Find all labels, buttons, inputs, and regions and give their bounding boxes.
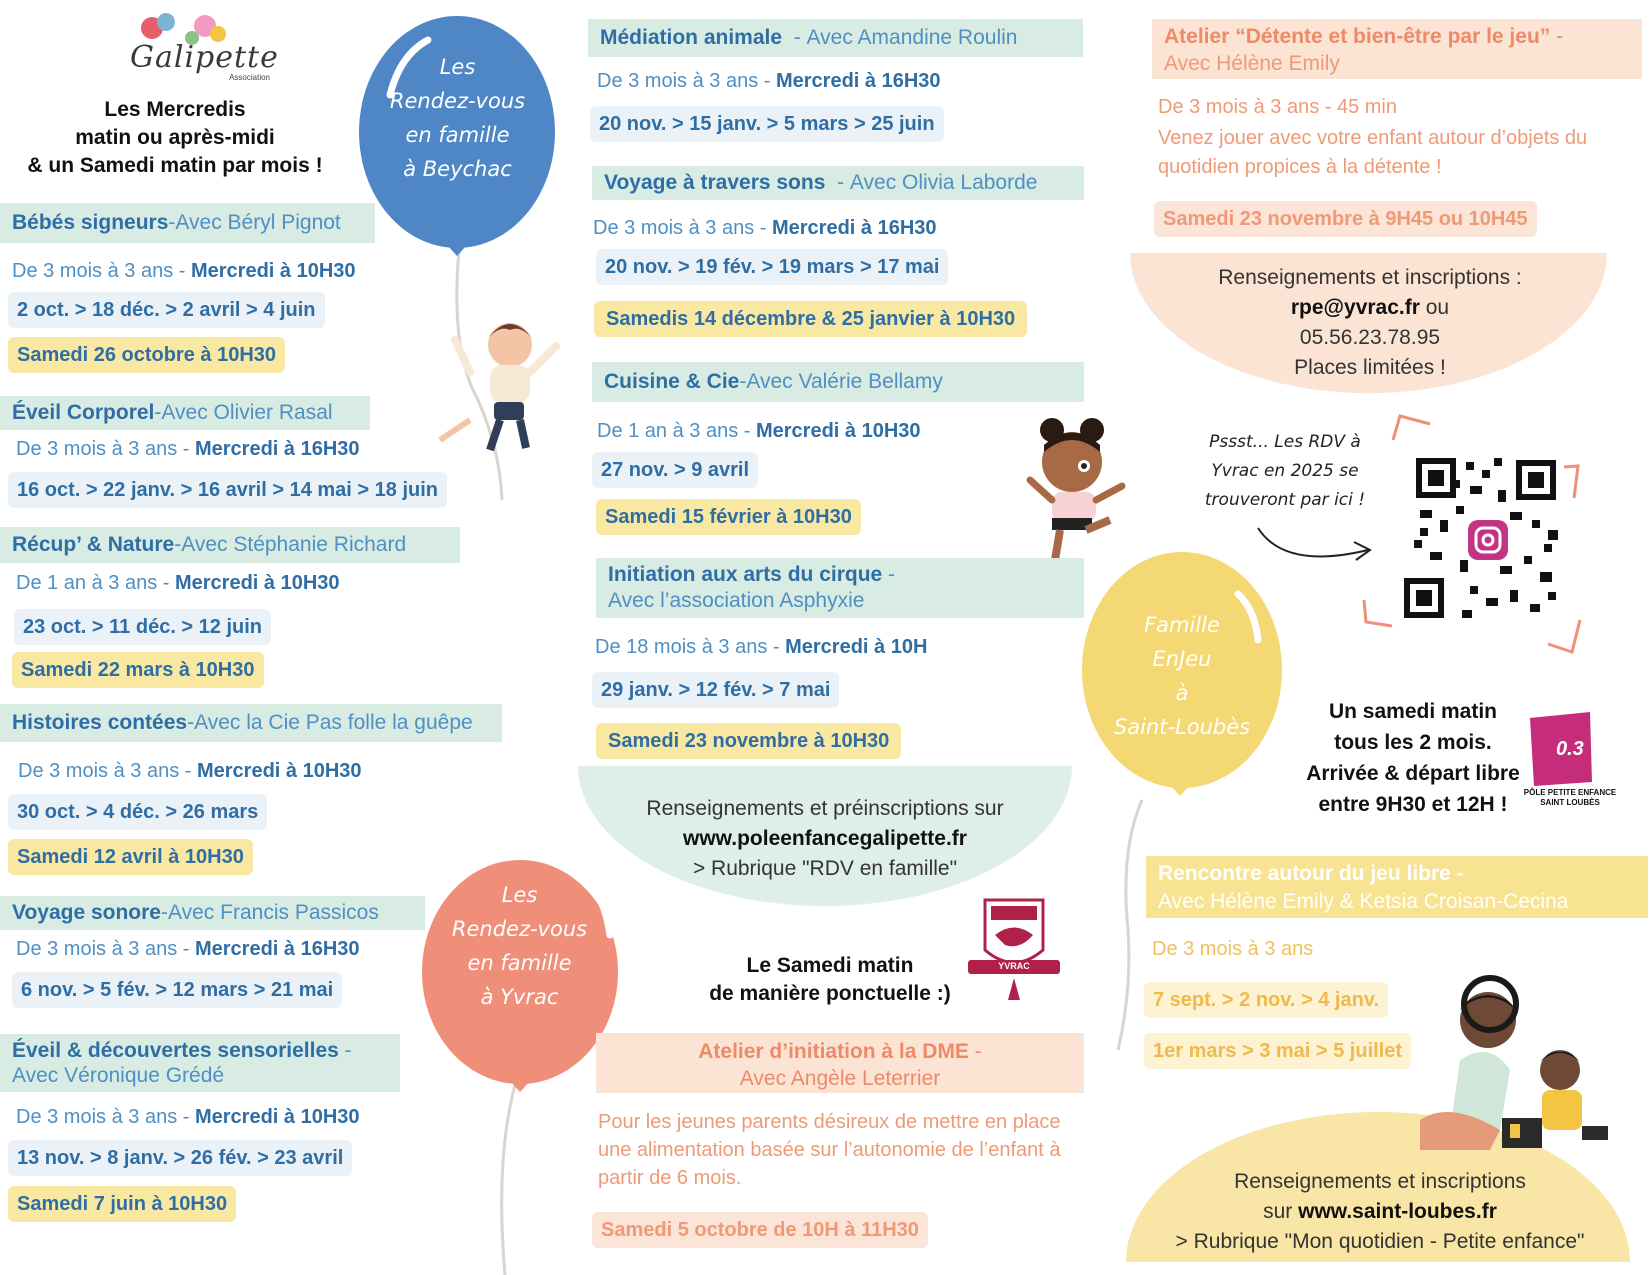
activity-title-cuisine-cie: Cuisine & Cie - Avec Valérie Bellamy: [592, 362, 1084, 402]
activity-age: De 3 mois à 3 ans - Mercredi à 10H30: [16, 1106, 360, 1128]
activity-facilitator: Avec Béryl Pignot: [175, 211, 341, 234]
intro-line-1: Les Mercredis: [104, 98, 246, 121]
activity-title-mediation-animale: Médiation animale - Avec Amandine Roulin: [588, 19, 1083, 57]
activity-title-bebes-signeurs: Bébés signeurs - Avec Béryl Pignot: [0, 203, 375, 243]
child-illustration-2: [1030, 418, 1122, 560]
activity-dates: 16 oct. > 22 janv. > 16 avril > 14 mai > 18 juin: [8, 472, 447, 508]
activity-dates: 6 nov. > 5 fév. > 12 mars > 21 mai: [12, 972, 342, 1008]
yvrac-crest-icon: [968, 900, 1060, 1000]
saintloubes-info: Renseignements et inscriptions sur www.saint-loubes.fr > Rubrique "Mon quotidien - Petite enfance": [1175, 1170, 1585, 1253]
yvrac-info: Renseignements et inscriptions : rpe@yvrac.fr ou 05.56.23.78.95 Places limitées !: [1150, 263, 1590, 383]
activity-age: De 3 mois à 3 ans - Mercredi à 16H30: [16, 438, 360, 460]
activity-dates: 2 oct. > 18 déc. > 2 avril > 4 juin: [8, 292, 325, 328]
dme-description: Pour les jeunes parents désireux de mettre en place une alimentation basée sur l’autonomie de l’enfant à partir de 6 mois.: [598, 1111, 1061, 1189]
jeu-libre-dates-2: 1er mars > 3 mai > 5 juillet: [1144, 1033, 1411, 1069]
activity-dates: 20 nov. > 19 fév. > 19 mars > 17 mai: [596, 249, 948, 285]
activity-dates: 23 oct. > 11 déc. > 12 juin: [14, 609, 271, 645]
activity-samedi: Samedi 22 mars à 10H30: [12, 652, 264, 688]
yvrac-logo-label: YVRAC: [998, 961, 1030, 971]
activity-name: Bébés signeurs: [12, 211, 169, 234]
activity-title-arts-cirque: Initiation aux arts du cirque - Avec l’association Asphyxie: [596, 558, 1084, 618]
galipette-logo-subtitle: Association: [229, 73, 270, 82]
activity-title-jeu-libre: Rencontre autour du jeu libre - Avec Hélène Emily & Ketsia Croisan-Cecina: [1146, 856, 1648, 918]
activity-samedi: Samedi 23 novembre à 10H30: [596, 723, 901, 759]
intro-line-3: & un Samedi matin par mois !: [27, 154, 323, 177]
activity-title-dme: Atelier d’initiation à la DME - Avec Angèle Leterrier: [596, 1033, 1084, 1093]
dme-samedi: Samedi 5 octobre de 10H à 11H30: [592, 1212, 928, 1248]
child-illustration-1: [440, 323, 556, 450]
activity-age: De 1 an à 3 ans - Mercredi à 10H30: [16, 572, 340, 594]
intro-line-2: matin ou après-midi: [75, 126, 275, 149]
jeu-libre-dates-1: 7 sept. > 2 nov. > 4 janv.: [1144, 982, 1388, 1018]
detente-samedi: Samedi 23 novembre à 9H45 ou 10H45: [1154, 201, 1537, 237]
activity-dates: 20 nov. > 15 janv. > 5 mars > 25 juin: [590, 106, 944, 142]
intro-text: [10, 96, 340, 180]
galipette-logo-text: Galipette: [130, 40, 279, 75]
detente-description: Venez jouer avec votre enfant autour d’objets du quotidien propices à la détente !: [1158, 127, 1588, 178]
activity-title-eveil-corporel: Éveil Corporel - Avec Olivier Rasal: [0, 396, 370, 430]
psst-note: Pssst... Les RDV à Yvrac en 2025 se trouveront par ici !: [1204, 432, 1366, 510]
activity-samedi: Samedi 15 février à 10H30: [596, 499, 861, 535]
galipette-logo: [130, 40, 279, 82]
arrow-icon: [1258, 528, 1368, 556]
balloon-text-yvrac: Les Rendez-vous en famille à Yvrac: [451, 883, 588, 1009]
activity-samedi: Samedi 26 octobre à 10H30: [8, 337, 285, 373]
qr-code: [1404, 450, 1564, 626]
activity-age: De 3 mois à 3 ans - Mercredi à 10H30: [18, 760, 362, 782]
activity-dates: 13 nov. > 8 janv. > 26 fév. > 23 avril: [8, 1140, 352, 1176]
pole-logo-code: 0.3: [1556, 738, 1584, 760]
saintloubes-url[interactable]: www.saint-loubes.fr: [1298, 1200, 1497, 1223]
family-illustration: [1420, 978, 1608, 1150]
yvrac-phone: 05.56.23.78.95: [1299, 326, 1441, 349]
yvrac-email[interactable]: rpe@yvrac.fr: [1290, 296, 1420, 319]
detente-age: De 3 mois à 3 ans - 45 min: [1158, 96, 1397, 118]
activity-age: De 1 an à 3 ans - Mercredi à 10H30: [597, 420, 921, 442]
activity-age: De 3 mois à 3 ans - Mercredi à 16H30: [593, 217, 937, 239]
activity-samedi: Samedi 12 avril à 10H30: [8, 839, 253, 875]
balloon-text-saintloubes: Famille EnJeu à Saint-Loubès: [1113, 613, 1251, 739]
activity-title-histoires-contees: Histoires contées - Avec la Cie Pas folle la guêpe: [0, 704, 502, 742]
activity-dates: 27 nov. > 9 avril: [592, 452, 758, 488]
activity-samedi: Samedi 7 juin à 10H30: [8, 1186, 236, 1222]
pole-logo-text: PÔLE PETITE ENFANCE SAINT LOUBÈS: [1523, 788, 1617, 807]
galipette-info: Renseignements et préinscriptions sur www.poleenfancegalipette.fr > Rubrique "RDV en famille": [600, 794, 1050, 884]
activity-title-detente: Atelier “Détente et bien-être par le jeu” - Avec Hélène Emily: [1152, 19, 1642, 79]
activity-title-voyage-sonore: Voyage sonore - Avec Francis Passicos: [0, 896, 425, 930]
activity-dates: 30 oct. > 4 déc. > 26 mars: [8, 794, 267, 830]
galipette-url[interactable]: www.poleenfancegalipette.fr: [683, 827, 967, 850]
saintloubes-note: Un samedi matin tous les 2 mois. Arrivée & départ libre entre 9H30 et 12H !: [1306, 700, 1520, 816]
activity-title-eveil-decouvertes: Éveil & découvertes sensorielles - Avec Véronique Grédé: [0, 1034, 400, 1092]
activity-samedi: Samedis 14 décembre & 25 janvier à 10H30: [594, 301, 1027, 337]
activity-dates: 29 janv. > 12 fév. > 7 mai: [592, 672, 839, 708]
activity-age: De 3 mois à 3 ans - Mercredi à 16H30: [597, 70, 941, 92]
activity-title-recup-nature: Récup’ & Nature - Avec Stéphanie Richard: [0, 527, 460, 563]
activity-age: De 18 mois à 3 ans - Mercredi à 10H: [595, 636, 928, 658]
jeu-libre-age: De 3 mois à 3 ans: [1152, 938, 1314, 960]
activity-age: De 3 mois à 3 ans - Mercredi à 10H30: [12, 260, 356, 282]
yvrac-samedi-note: Le Samedi matin de manière ponctuelle :): [709, 954, 951, 1005]
activity-title-voyage-travers-sons: Voyage à travers sons - Avec Olivia Laborde: [592, 166, 1084, 200]
balloon-text-beychac: Les Rendez-vous en famille à Beychac: [389, 55, 526, 181]
activity-age: De 3 mois à 3 ans - Mercredi à 16H30: [16, 938, 360, 960]
